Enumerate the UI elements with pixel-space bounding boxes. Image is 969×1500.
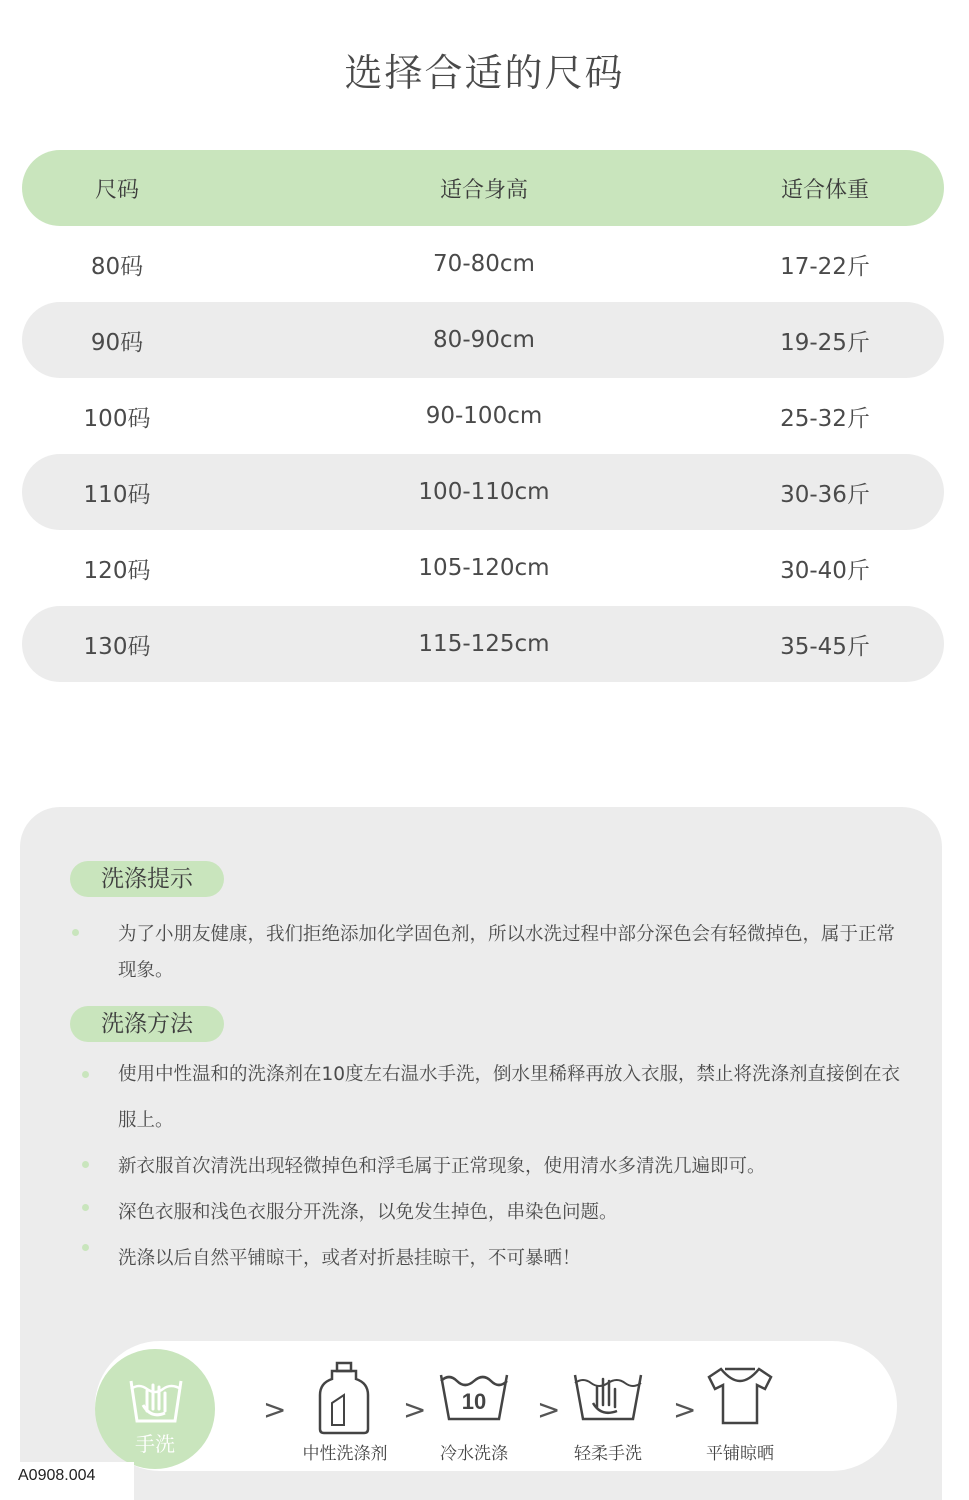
bullet-icon [82,1244,89,1251]
wash-process-bar [95,1341,897,1471]
method-item: 深色衣服和浅色衣服分开洗涤，以免发生掉色，串染色问题。 [118,1202,618,1223]
height-cell: 90-100cm [425,403,543,429]
weight-cell: 25-32斤 [780,405,870,432]
size-cell: 90码 [90,329,144,356]
temperature-text: 10 [461,1389,487,1414]
header-weight: 适合体重 [780,177,869,203]
method-item: 新衣服首次清洗出现轻微掉色和浮毛属于正常现象，使用清水多清洗几遍即可。 [118,1156,766,1177]
cold-water-10-icon [419,1359,529,1435]
method-title: 洗涤方法 [70,1006,224,1042]
step-flat-dry [685,1359,795,1464]
hand-wash-badge [95,1349,215,1469]
bullet-icon [82,1071,89,1078]
height-cell: 80-90cm [433,327,535,353]
size-cell: 80码 [90,253,144,280]
table-row [22,226,944,302]
table-row [22,530,944,606]
size-table [22,150,944,682]
hand-wash-label: 手洗 [135,1432,175,1456]
detergent-bottle-icon [290,1359,400,1435]
height-cell: 70-80cm [433,251,535,277]
size-cell: 130码 [83,633,151,660]
method-item: 使用中性温和的洗涤剂在10度左右温水手洗，倒水里稀释再放入衣服，禁止将洗涤剂直接倒在衣服上。 [118,1064,901,1131]
arrow-icon: > [263,1393,287,1426]
step-label: 中性洗涤剂 [302,1444,388,1464]
header-size: 尺码 [94,177,139,203]
hand-wash-icon [95,1349,215,1439]
height-cell: 115-125cm [418,631,550,657]
step-detergent [290,1359,400,1464]
tips-text: 为了小朋友健康，我们拒绝添加化学固色剂，所以水洗过程中部分深色会有轻微掉色，属于正常现象。 [118,924,896,981]
height-cell: 100-110cm [418,479,550,505]
weight-cell: 35-45斤 [780,633,870,660]
arrow-icon: > [403,1393,427,1426]
step-label: 平铺晾晒 [706,1444,774,1464]
weight-cell: 17-22斤 [780,253,870,280]
weight-cell: 19-25斤 [780,329,870,356]
table-row [22,378,944,454]
table-row [22,454,944,530]
weight-cell: 30-40斤 [780,557,870,584]
step-gentle-wash [553,1359,663,1464]
gentle-hand-wash-icon [553,1359,663,1435]
bullet-icon [72,929,79,936]
weight-cell: 30-36斤 [780,481,870,508]
step-label: 轻柔手洗 [574,1444,642,1464]
size-cell: 100码 [83,405,151,432]
step-label: 冷水洗涤 [440,1444,508,1464]
method-item: 洗涤以后自然平铺晾干，或者对折悬挂晾干，不可暴晒！ [118,1248,581,1269]
watermark-label: A0908.004 [0,1462,134,1500]
bullet-icon [82,1204,89,1211]
size-cell: 110码 [83,481,151,508]
table-row [22,606,944,682]
header-height: 适合身高 [439,177,528,203]
step-cold-water [419,1359,529,1464]
table-header [22,150,944,226]
care-card [20,807,942,1500]
bullet-icon [82,1161,89,1168]
arrow-icon: > [537,1393,561,1426]
table-row [22,302,944,378]
page-title: 选择合适的尺码 [344,51,625,95]
flat-dry-shirt-icon [685,1359,795,1435]
tips-title: 洗涤提示 [70,861,224,897]
size-cell: 120码 [83,557,151,584]
height-cell: 105-120cm [418,555,550,581]
arrow-icon: > [673,1393,697,1426]
